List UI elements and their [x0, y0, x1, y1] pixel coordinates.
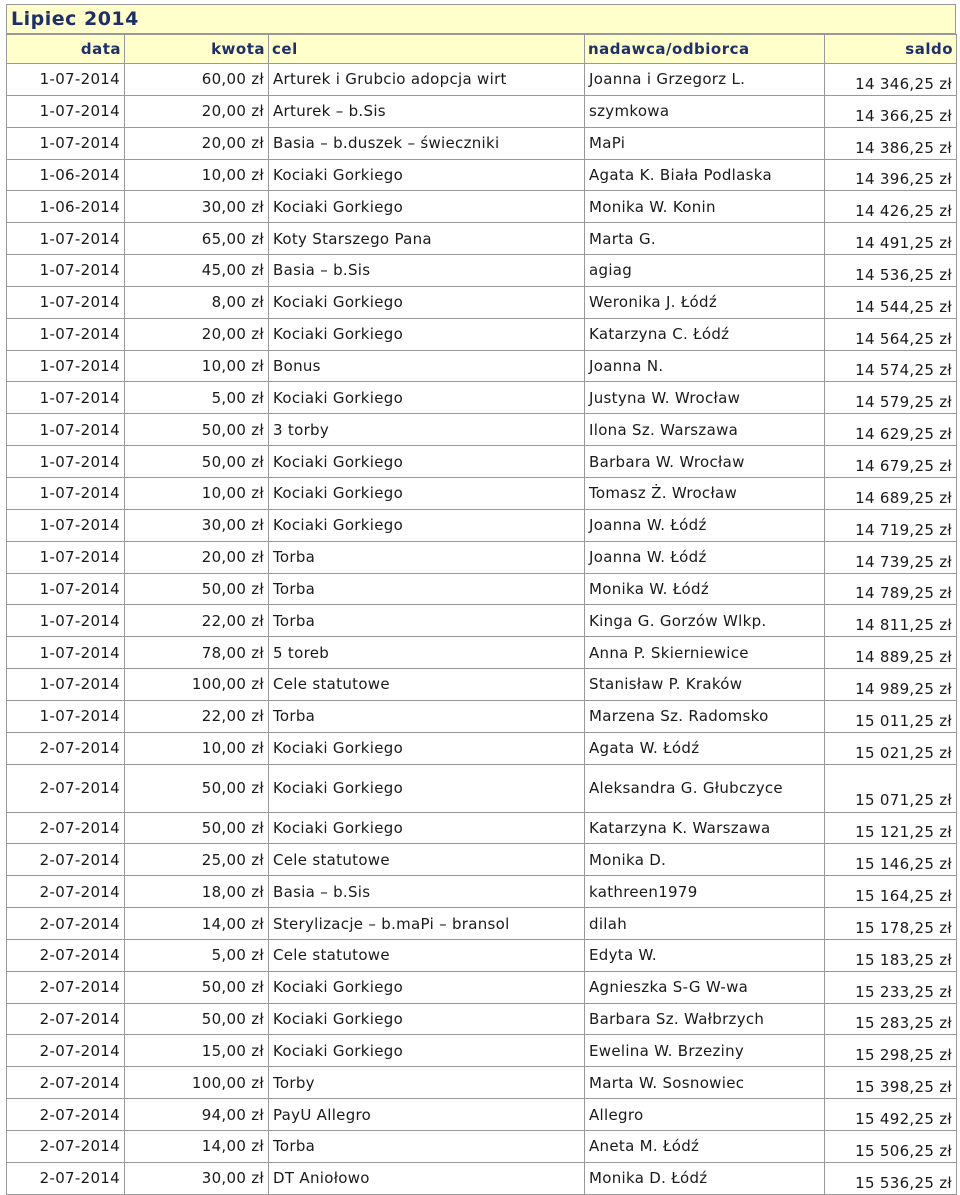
cell-purpose: Kociaki Gorkiego: [269, 509, 585, 541]
cell-sender: szymkowa: [585, 95, 825, 127]
header-purpose: cel: [269, 35, 585, 64]
cell-sender: Ilona Sz. Warszawa: [585, 414, 825, 446]
cell-amount: 65,00 zł: [125, 223, 269, 255]
cell-date: 1-07-2014: [7, 127, 125, 159]
table-row: [7, 1003, 957, 1035]
cell-date: 1-07-2014: [7, 223, 125, 255]
table-row: [7, 939, 957, 971]
cell-amount: 100,00 zł: [125, 1067, 269, 1099]
cell-date: 2-07-2014: [7, 876, 125, 908]
cell-date: 1-07-2014: [7, 95, 125, 127]
cell-balance: 14 579,25 zł: [825, 382, 957, 414]
table-row: [7, 732, 957, 764]
cell-date: 1-07-2014: [7, 637, 125, 669]
sheet-title-row: [6, 4, 956, 34]
cell-balance: 15 121,25 zł: [825, 812, 957, 844]
cell-amount: 30,00 zł: [125, 191, 269, 223]
table-row: [7, 477, 957, 509]
spreadsheet: [6, 4, 956, 1195]
cell-balance: 15 506,25 zł: [825, 1131, 957, 1163]
cell-balance: 14 574,25 zł: [825, 350, 957, 382]
table-row: [7, 669, 957, 701]
table-row: [7, 637, 957, 669]
cell-date: 1-07-2014: [7, 605, 125, 637]
table-row: [7, 446, 957, 478]
cell-amount: 94,00 zł: [125, 1099, 269, 1131]
cell-purpose: Kociaki Gorkiego: [269, 1003, 585, 1035]
cell-date: 2-07-2014: [7, 1131, 125, 1163]
cell-sender: Marta W. Sosnowiec: [585, 1067, 825, 1099]
cell-sender: Joanna i Grzegorz L.: [585, 64, 825, 96]
cell-purpose: Bonus: [269, 350, 585, 382]
cell-date: 1-07-2014: [7, 700, 125, 732]
cell-amount: 50,00 zł: [125, 1003, 269, 1035]
cell-balance: 15 398,25 zł: [825, 1067, 957, 1099]
cell-amount: 10,00 zł: [125, 732, 269, 764]
cell-amount: 60,00 zł: [125, 64, 269, 96]
cell-date: 2-07-2014: [7, 1067, 125, 1099]
cell-amount: 8,00 zł: [125, 286, 269, 318]
table-row: [7, 700, 957, 732]
cell-balance: 15 298,25 zł: [825, 1035, 957, 1067]
cell-purpose: Kociaki Gorkiego: [269, 971, 585, 1003]
cell-balance: 14 989,25 zł: [825, 669, 957, 701]
cell-balance: 14 426,25 zł: [825, 191, 957, 223]
table-row: [7, 605, 957, 637]
cell-balance: 15 164,25 zł: [825, 876, 957, 908]
cell-amount: 50,00 zł: [125, 812, 269, 844]
table-row: [7, 382, 957, 414]
cell-date: 2-07-2014: [7, 844, 125, 876]
cell-purpose: Sterylizacje – b.maPi – bransol: [269, 908, 585, 940]
cell-amount: 50,00 zł: [125, 971, 269, 1003]
cell-purpose: Koty Starszego Pana: [269, 223, 585, 255]
cell-balance: 14 739,25 zł: [825, 541, 957, 573]
cell-purpose: Kociaki Gorkiego: [269, 318, 585, 350]
table-row: [7, 541, 957, 573]
table-row: [7, 95, 957, 127]
cell-date: 1-07-2014: [7, 286, 125, 318]
cell-balance: 14 689,25 zł: [825, 477, 957, 509]
cell-sender: Barbara W. Wrocław: [585, 446, 825, 478]
cell-balance: 15 492,25 zł: [825, 1099, 957, 1131]
cell-date: 2-07-2014: [7, 1099, 125, 1131]
cell-purpose: Cele statutowe: [269, 939, 585, 971]
cell-purpose: Torba: [269, 573, 585, 605]
cell-amount: 45,00 zł: [125, 255, 269, 287]
cell-amount: 5,00 zł: [125, 382, 269, 414]
cell-date: 2-07-2014: [7, 908, 125, 940]
cell-date: 1-07-2014: [7, 669, 125, 701]
table-row: [7, 1035, 957, 1067]
cell-amount: 14,00 zł: [125, 1131, 269, 1163]
cell-amount: 18,00 zł: [125, 876, 269, 908]
cell-sender: agiag: [585, 255, 825, 287]
cell-sender: Tomasz Ż. Wrocław: [585, 477, 825, 509]
cell-balance: 14 491,25 zł: [825, 223, 957, 255]
cell-date: 2-07-2014: [7, 812, 125, 844]
cell-balance: 14 544,25 zł: [825, 286, 957, 318]
table-row: [7, 350, 957, 382]
cell-amount: 50,00 zł: [125, 446, 269, 478]
table-row: [7, 223, 957, 255]
cell-amount: 22,00 zł: [125, 700, 269, 732]
cell-purpose: Torby: [269, 1067, 585, 1099]
cell-balance: 14 889,25 zł: [825, 637, 957, 669]
cell-date: 2-07-2014: [7, 764, 125, 812]
table-row: [7, 127, 957, 159]
table-row: [7, 318, 957, 350]
cell-sender: Monika W. Konin: [585, 191, 825, 223]
cell-amount: 10,00 zł: [125, 477, 269, 509]
cell-purpose: Arturek – b.Sis: [269, 95, 585, 127]
table-row: [7, 764, 957, 812]
table-row: [7, 1162, 957, 1194]
cell-balance: 14 396,25 zł: [825, 159, 957, 191]
cell-balance: 14 536,25 zł: [825, 255, 957, 287]
cell-amount: 50,00 zł: [125, 764, 269, 812]
cell-date: 2-07-2014: [7, 1003, 125, 1035]
cell-purpose: Kociaki Gorkiego: [269, 477, 585, 509]
cell-purpose: Kociaki Gorkiego: [269, 1035, 585, 1067]
header-sender: nadawca/odbiorca: [585, 35, 825, 64]
cell-balance: 14 811,25 zł: [825, 605, 957, 637]
table-row: [7, 971, 957, 1003]
cell-balance: 15 071,25 zł: [825, 764, 957, 812]
cell-balance: 15 178,25 zł: [825, 908, 957, 940]
cell-amount: 78,00 zł: [125, 637, 269, 669]
cell-date: 2-07-2014: [7, 732, 125, 764]
cell-purpose: Cele statutowe: [269, 844, 585, 876]
cell-balance: 15 283,25 zł: [825, 1003, 957, 1035]
cell-balance: 15 011,25 zł: [825, 700, 957, 732]
cell-amount: 20,00 zł: [125, 95, 269, 127]
cell-purpose: DT Aniołowo: [269, 1162, 585, 1194]
cell-sender: Joanna N.: [585, 350, 825, 382]
cell-sender: Ewelina W. Brzeziny: [585, 1035, 825, 1067]
table-row: [7, 509, 957, 541]
cell-date: 1-07-2014: [7, 446, 125, 478]
table-row: [7, 1067, 957, 1099]
cell-sender: Monika D. Łódź: [585, 1162, 825, 1194]
cell-purpose: Basia – b.Sis: [269, 255, 585, 287]
cell-balance: 14 679,25 zł: [825, 446, 957, 478]
cell-amount: 15,00 zł: [125, 1035, 269, 1067]
cell-balance: 14 629,25 zł: [825, 414, 957, 446]
cell-balance: 14 789,25 zł: [825, 573, 957, 605]
cell-amount: 50,00 zł: [125, 414, 269, 446]
cell-balance: 15 233,25 zł: [825, 971, 957, 1003]
cell-purpose: Torba: [269, 541, 585, 573]
table-row: [7, 908, 957, 940]
cell-amount: 5,00 zł: [125, 939, 269, 971]
cell-purpose: Kociaki Gorkiego: [269, 812, 585, 844]
cell-purpose: Torba: [269, 1131, 585, 1163]
cell-date: 1-07-2014: [7, 318, 125, 350]
table-row: [7, 876, 957, 908]
transactions-table: [6, 34, 957, 1195]
cell-purpose: Basia – b.Sis: [269, 876, 585, 908]
cell-purpose: Arturek i Grubcio adopcja wirt: [269, 64, 585, 96]
sheet-title: Lipiec 2014: [11, 8, 139, 30]
cell-date: 1-07-2014: [7, 382, 125, 414]
table-row: [7, 286, 957, 318]
cell-amount: 30,00 zł: [125, 509, 269, 541]
cell-date: 2-07-2014: [7, 1035, 125, 1067]
cell-balance: 15 183,25 zł: [825, 939, 957, 971]
cell-sender: Stanisław P. Kraków: [585, 669, 825, 701]
cell-date: 2-07-2014: [7, 1162, 125, 1194]
table-row: [7, 414, 957, 446]
header-balance: saldo: [825, 35, 957, 64]
cell-sender: Aneta M. Łódź: [585, 1131, 825, 1163]
cell-purpose: Kociaki Gorkiego: [269, 382, 585, 414]
cell-amount: 25,00 zł: [125, 844, 269, 876]
cell-purpose: 3 torby: [269, 414, 585, 446]
cell-purpose: Kociaki Gorkiego: [269, 764, 585, 812]
cell-date: 1-07-2014: [7, 255, 125, 287]
cell-amount: 50,00 zł: [125, 573, 269, 605]
cell-amount: 20,00 zł: [125, 318, 269, 350]
cell-amount: 14,00 zł: [125, 908, 269, 940]
cell-sender: Aleksandra G. Głubczyce: [585, 764, 825, 812]
cell-date: 1-07-2014: [7, 509, 125, 541]
cell-purpose: Cele statutowe: [269, 669, 585, 701]
cell-date: 1-07-2014: [7, 414, 125, 446]
cell-purpose: PayU Allegro: [269, 1099, 585, 1131]
cell-amount: 100,00 zł: [125, 669, 269, 701]
cell-sender: Joanna W. Łódź: [585, 541, 825, 573]
cell-purpose: Kociaki Gorkiego: [269, 159, 585, 191]
table-row: [7, 1131, 957, 1163]
cell-purpose: Torba: [269, 700, 585, 732]
cell-purpose: Basia – b.duszek – świeczniki: [269, 127, 585, 159]
cell-date: 2-07-2014: [7, 939, 125, 971]
cell-amount: 10,00 zł: [125, 159, 269, 191]
cell-sender: Justyna W. Wrocław: [585, 382, 825, 414]
table-row: [7, 1099, 957, 1131]
cell-sender: MaPi: [585, 127, 825, 159]
cell-sender: Allegro: [585, 1099, 825, 1131]
cell-purpose: Kociaki Gorkiego: [269, 446, 585, 478]
cell-balance: 15 146,25 zł: [825, 844, 957, 876]
cell-date: 1-06-2014: [7, 159, 125, 191]
header-amount: kwota: [125, 35, 269, 64]
cell-sender: Katarzyna K. Warszawa: [585, 812, 825, 844]
cell-date: 1-07-2014: [7, 64, 125, 96]
cell-date: 2-07-2014: [7, 971, 125, 1003]
table-row: [7, 844, 957, 876]
cell-sender: Agata W. Łódź: [585, 732, 825, 764]
cell-purpose: 5 toreb: [269, 637, 585, 669]
cell-amount: 10,00 zł: [125, 350, 269, 382]
cell-sender: Monika W. Łódź: [585, 573, 825, 605]
cell-sender: Monika D.: [585, 844, 825, 876]
cell-balance: 15 536,25 zł: [825, 1162, 957, 1194]
cell-date: 1-07-2014: [7, 541, 125, 573]
cell-amount: 30,00 zł: [125, 1162, 269, 1194]
cell-sender: Marzena Sz. Radomsko: [585, 700, 825, 732]
cell-date: 1-07-2014: [7, 350, 125, 382]
table-row: [7, 573, 957, 605]
cell-balance: 14 719,25 zł: [825, 509, 957, 541]
cell-balance: 14 366,25 zł: [825, 95, 957, 127]
header-row: [7, 35, 957, 64]
cell-amount: 20,00 zł: [125, 541, 269, 573]
table-row: [7, 64, 957, 96]
header-date: data: [7, 35, 125, 64]
cell-sender: Weronika J. Łódź: [585, 286, 825, 318]
table-row: [7, 812, 957, 844]
cell-date: 1-06-2014: [7, 191, 125, 223]
cell-purpose: Torba: [269, 605, 585, 637]
cell-balance: 15 021,25 zł: [825, 732, 957, 764]
cell-sender: dilah: [585, 908, 825, 940]
cell-amount: 20,00 zł: [125, 127, 269, 159]
cell-sender: Agnieszka S-G W-wa: [585, 971, 825, 1003]
cell-sender: Barbara Sz. Wałbrzych: [585, 1003, 825, 1035]
cell-purpose: Kociaki Gorkiego: [269, 191, 585, 223]
cell-sender: Anna P. Skierniewice: [585, 637, 825, 669]
cell-balance: 14 564,25 zł: [825, 318, 957, 350]
cell-purpose: Kociaki Gorkiego: [269, 286, 585, 318]
table-body: [7, 64, 957, 1195]
cell-sender: Joanna W. Łódź: [585, 509, 825, 541]
cell-purpose: Kociaki Gorkiego: [269, 732, 585, 764]
cell-sender: Kinga G. Gorzów Wlkp.: [585, 605, 825, 637]
cell-date: 1-07-2014: [7, 477, 125, 509]
cell-sender: Marta G.: [585, 223, 825, 255]
table-row: [7, 255, 957, 287]
cell-date: 1-07-2014: [7, 573, 125, 605]
table-row: [7, 191, 957, 223]
cell-balance: 14 346,25 zł: [825, 64, 957, 96]
cell-sender: kathreen1979: [585, 876, 825, 908]
cell-sender: Agata K. Biała Podlaska: [585, 159, 825, 191]
table-row: [7, 159, 957, 191]
cell-sender: Katarzyna C. Łódź: [585, 318, 825, 350]
cell-sender: Edyta W.: [585, 939, 825, 971]
cell-balance: 14 386,25 zł: [825, 127, 957, 159]
cell-amount: 22,00 zł: [125, 605, 269, 637]
